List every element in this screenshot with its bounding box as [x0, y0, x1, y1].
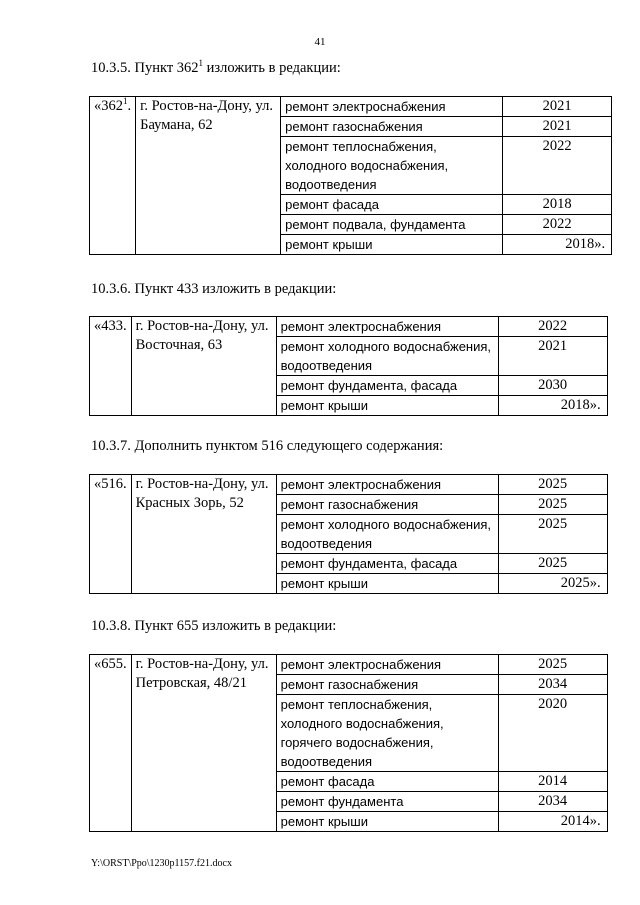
- item-number: «655.: [90, 655, 132, 832]
- work-cell: ремонт холодного водоснабжения, водоотведения: [276, 337, 498, 376]
- year-cell: 2025: [498, 515, 607, 554]
- work-cell: ремонт фундамента, фасада: [276, 554, 498, 574]
- item-number: «433.: [90, 317, 132, 416]
- year-cell: 2030: [498, 376, 607, 396]
- work-cell: ремонт фундамента: [276, 792, 498, 812]
- work-cell: ремонт фасада: [276, 772, 498, 792]
- work-cell: ремонт теплоснабжения, холодного водоснабжения, водоотведения: [281, 137, 503, 195]
- year-cell: 2021: [498, 337, 607, 376]
- year-cell: 2022: [498, 317, 607, 337]
- work-cell: ремонт электроснабжения: [276, 317, 498, 337]
- year-cell: 2034: [498, 792, 607, 812]
- work-cell: ремонт холодного водоснабжения, водоотведения: [276, 515, 498, 554]
- work-cell: ремонт подвала, фундамента: [281, 215, 503, 235]
- item-address: г. Ростов-на-Дону, ул. Петровская, 48/21: [131, 655, 276, 832]
- table-row: [90, 97, 612, 117]
- year-cell: 2014».: [498, 812, 607, 832]
- work-cell: ремонт крыши: [276, 574, 498, 594]
- table-row: [90, 475, 608, 495]
- work-cell: ремонт крыши: [281, 235, 503, 255]
- year-cell: 2020: [498, 695, 607, 772]
- item-address: г. Ростов-на-Дону, ул. Восточная, 63: [131, 317, 276, 416]
- item-table: [89, 474, 608, 594]
- year-cell: 2025: [498, 655, 607, 675]
- table-row: [90, 655, 608, 675]
- work-cell: ремонт электроснабжения: [276, 655, 498, 675]
- year-cell: 2014: [498, 772, 607, 792]
- item-address: г. Ростов-на-Дону, ул. Баумана, 62: [136, 97, 281, 255]
- work-cell: ремонт электроснабжения: [281, 97, 503, 117]
- year-cell: 2018».: [498, 396, 607, 416]
- work-cell: ремонт фасада: [281, 195, 503, 215]
- item-address: г. Ростов-на-Дону, ул. Красных Зорь, 52: [131, 475, 276, 594]
- item-number: «516.: [90, 475, 132, 594]
- year-cell: 2021: [503, 117, 612, 137]
- work-cell: ремонт фундамента, фасада: [276, 376, 498, 396]
- work-cell: ремонт газоснабжения: [276, 675, 498, 695]
- year-cell: 2025: [498, 554, 607, 574]
- year-cell: 2018».: [503, 235, 612, 255]
- file-path-footer: Y:\ORST\Ppo\1230p1157.f21.docx: [91, 858, 232, 869]
- year-cell: 2034: [498, 675, 607, 695]
- work-cell: ремонт теплоснабжения, холодного водоснабжения, горячего водоснабжения, водоотведения: [276, 695, 498, 772]
- section-heading: 10.3.8. Пункт 655 изложить в редакции:: [91, 618, 337, 634]
- item-table: [89, 96, 612, 255]
- year-cell: 2025: [498, 495, 607, 515]
- year-cell: 2025: [498, 475, 607, 495]
- item-table: [89, 654, 608, 832]
- work-cell: ремонт газоснабжения: [276, 495, 498, 515]
- table-row: [90, 317, 608, 337]
- work-cell: ремонт электроснабжения: [276, 475, 498, 495]
- year-cell: 2022: [503, 137, 612, 195]
- section-heading: 10.3.7. Дополнить пунктом 516 следующего содержания:: [91, 438, 444, 454]
- section-heading: 10.3.5. Пункт $362^1$ изложить в редакции:: [91, 58, 341, 76]
- item-table: [89, 316, 608, 416]
- work-cell: ремонт крыши: [276, 396, 498, 416]
- section-heading: 10.3.6. Пункт 433 изложить в редакции:: [91, 281, 337, 297]
- item-number: «$362^1$.: [90, 97, 136, 255]
- work-cell: ремонт газоснабжения: [281, 117, 503, 137]
- page-number: 41: [314, 36, 326, 48]
- year-cell: 2022: [503, 215, 612, 235]
- work-cell: ремонт крыши: [276, 812, 498, 832]
- year-cell: 2018: [503, 195, 612, 215]
- year-cell: 2025».: [498, 574, 607, 594]
- year-cell: 2021: [503, 97, 612, 117]
